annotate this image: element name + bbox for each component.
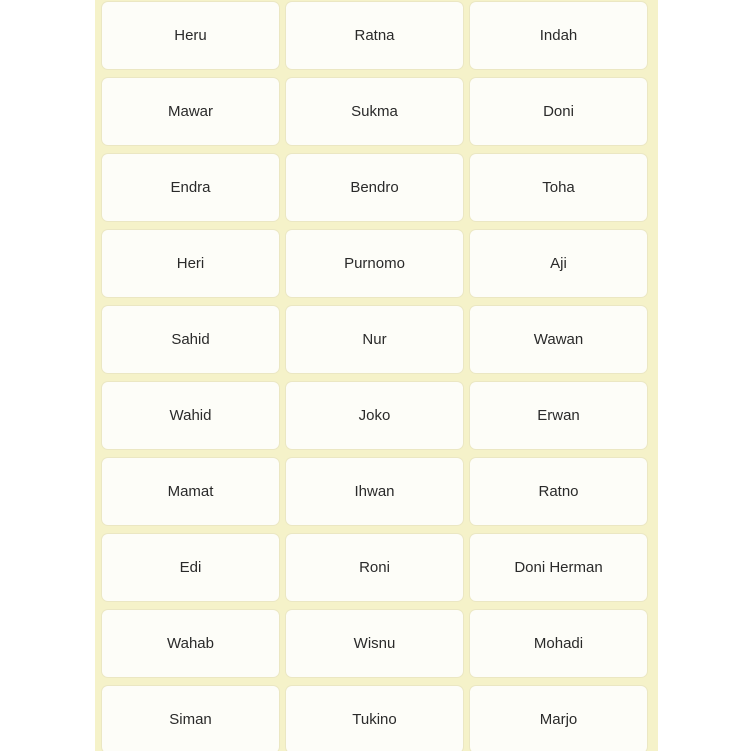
name-label — [102, 78, 279, 145]
name-label-text: Sahid — [171, 331, 210, 348]
name-label — [102, 154, 279, 221]
name-label-text: Ratno — [538, 483, 579, 500]
name-label — [286, 78, 463, 145]
name-label-text: Tukino — [352, 711, 397, 728]
name-label-text: Roni — [359, 559, 390, 576]
name-label-text: Mawar — [167, 103, 213, 120]
name-label — [470, 610, 647, 677]
name-label — [470, 382, 647, 449]
name-label-text: Joko — [358, 407, 391, 424]
name-label-text: Doni — [543, 103, 574, 120]
name-label — [102, 2, 279, 69]
name-label-text: Doni Herman — [514, 559, 603, 576]
name-label-text: Ratna — [354, 27, 395, 44]
name-label-text: Toha — [542, 179, 575, 196]
name-label-text: Marjo — [539, 711, 578, 728]
name-label — [470, 686, 647, 751]
name-label-text: Purnomo — [344, 255, 405, 272]
name-label-text: Wisnu — [353, 635, 396, 652]
name-label — [286, 458, 463, 525]
name-label-text: Bendro — [350, 179, 399, 196]
name-label-text: Indah — [539, 27, 578, 44]
label-grid — [102, 2, 646, 751]
name-label-text: Nur — [362, 331, 387, 348]
name-label — [470, 534, 647, 601]
name-label — [470, 230, 647, 297]
name-label — [286, 2, 463, 69]
name-label-text: Wahab — [167, 635, 214, 652]
name-label-text: Wawan — [533, 331, 584, 348]
name-label-text: Wahid — [169, 407, 212, 424]
name-label-text: Heri — [176, 255, 205, 272]
name-label-text: Mamat — [167, 483, 214, 500]
name-label — [286, 154, 463, 221]
name-label — [102, 230, 279, 297]
name-label — [286, 534, 463, 601]
name-label — [102, 306, 279, 373]
name-label — [470, 2, 647, 69]
name-label — [286, 610, 463, 677]
name-label-text: Erwan — [537, 407, 580, 424]
name-label-text: Aji — [550, 255, 567, 272]
name-label — [470, 306, 647, 373]
name-label — [102, 686, 279, 751]
label-sheet — [95, 0, 658, 751]
name-label-text: Ihwan — [354, 483, 395, 500]
name-label — [470, 154, 647, 221]
name-label — [286, 230, 463, 297]
name-label-text: Heru — [174, 27, 207, 44]
name-label — [102, 534, 279, 601]
name-label — [102, 458, 279, 525]
name-label-text: Sukma — [351, 103, 398, 120]
name-label-text: Edi — [179, 559, 202, 576]
name-label — [470, 78, 647, 145]
name-label-text: Mohadi — [533, 635, 584, 652]
name-label — [286, 306, 463, 373]
name-label-text: Endra — [170, 179, 211, 196]
name-label — [102, 610, 279, 677]
name-label — [102, 382, 279, 449]
name-label-text: Siman — [169, 711, 212, 728]
name-label — [286, 686, 463, 751]
name-label — [286, 382, 463, 449]
name-label — [470, 458, 647, 525]
